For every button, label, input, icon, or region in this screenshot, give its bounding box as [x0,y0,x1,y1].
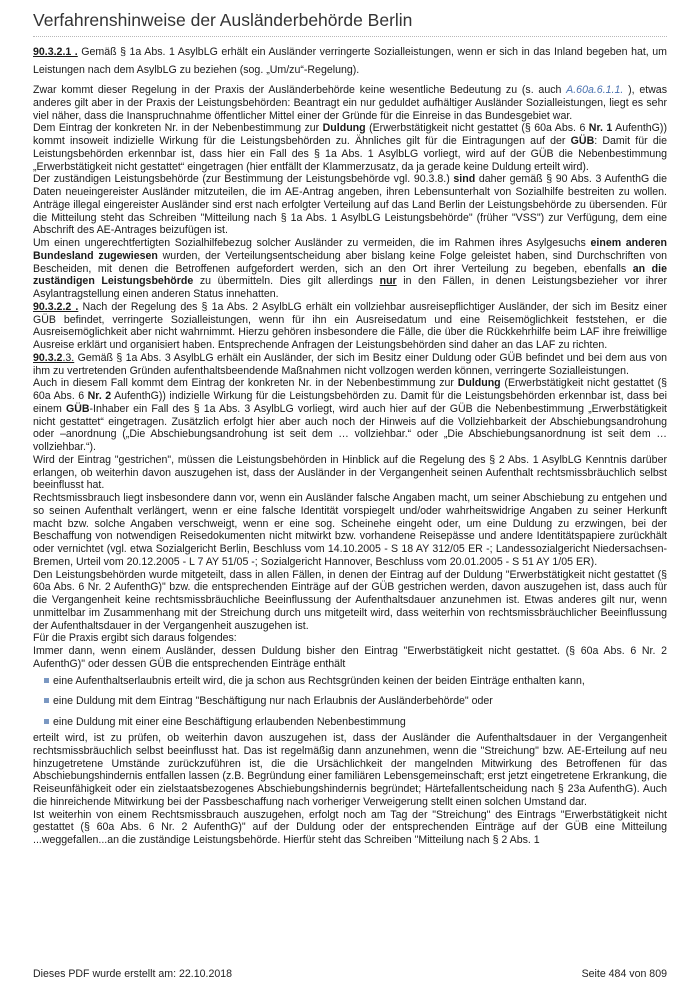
paragraph-text: daher gemäß § 90 Abs. 3 AufenthG die Daten neueingereister Ausländer mitzuteilen, die im AE-Antrag angeben, ihren Lebensunterhalt von Sozialhilfe bestreiten zu wollen. Anträge illegal eingereister Ausländer sind erst nach erfolgter Verteilung auf das Land Berlin der Leistungsbehörde zu übersenden. Für die Mitteilung steht das Schreiben "Mitteilung nach § 1a Abs. 1 AsylbLG Leistungsbehörde" (früher "VSS") zur Verfügung, dem eine Abschrift des AE-Antrages beizufügen ist. [33,173,667,237]
creation-date: Dieses PDF wurde erstellt am: 22.10.2018 [33,968,233,980]
bold-text: Nr. 2 [87,390,112,402]
bold-text: GÜB [570,135,595,147]
paragraph-text: AufenthG)) kommt insoweit indizielle Wirkung für die Leistungsbehörden zu. Ähnliches gilt für die Eintragungen auf der [33,122,667,147]
paragraph: Für die Praxis ergibt sich daraus folgendes: [33,632,237,645]
bold-text: an die zuständigen Leistungsbehörde [33,262,667,288]
square-bullet-icon [44,719,49,724]
page-footer [33,968,667,980]
list-item [33,671,667,692]
paragraph-text: Dem Eintrag der konkreten Nr. in der Nebenbestimmung zur [33,122,323,135]
paragraph [33,173,667,237]
paragraph: Rechtsmissbrauch liegt insbesondere dann vor, wenn ein Ausländer falsche Angaben macht, um seiner Abschiebung zu entgehen und so seinen Aufenthalt verlängert, wenn er eine falsche Identität vorspiegelt und/oder wahrheitswidrige Angaben zu seiner Herkunft macht bzw. solche Angaben verschweigt, wenn er eine sog. Scheinehe eingeht oder, um eine Duldung zu erzwingen, bei der Beschaffung von notwendigen Reisedokumenten nicht mitwirkt bzw. vorhandene Reisepässe und andere Identitätspapiere zurückhält oder vernichtet (vgl. etwa Sozialgericht Berlin, Beschluss vom 14.10.2005 - S 18 AY 312/05 ER -; Landessozialgericht Niedersachsen-Bremen, Urteil vom 20.12.2005 - L 7 AY 51/05 -; Sozialgericht Hannover, Beschluss vom 20.01.2005 - S 51 AY 1/05 ER). [33,492,667,568]
paragraph-text: Der zuständigen Leistungsbehörde (zur Bestimmung der Leistungsbehörde vgl. 90.3.8.) [33,173,454,186]
paragraph: Ist weiterhin von einem Rechtsmissbrauch auszugehen, erfolgt noch am Tag der "Streichung" des Eintrags "Erwerbstätigkeit nicht gestattet (§ 60a Abs. 6 Nr. 2 AufenthG)" auf der Duldung oder der entsprechenden Einträge auf der GÜB eine Mitteilung ...weggefallen...an die zuständige Leistungsbehörde. Hierfür steht das Schreiben "Mitteilung nach § 2 Abs. 1 [33,808,667,846]
paragraph: Den Leistungsbehörden wurde mitgeteilt, dass in allen Fällen, in denen der Eintrag auf der Duldung "Erwerbstätigkeit nicht gestattet (§ 60a Abs. 6 Nr. 2 AufenthG)" bzw. die entsprechenden Einträge auf der GÜB gestrichen werden, davon auszugehen ist, dass auch für die Vergangenheit keine rechtsmissbräuchliche Beeinflussung der Aufenthaltsdauer anzunehmen ist. Etwas anderes gilt nur, wenn unmittelbar im Zusammenhang mit der Streichung durch uns mitgeteilt wird, dass weiterhin von rechtsmissbräuchlicher Beeinflussung der Aufenthaltsdauer in der Vergangenheit auszugehen ist. [33,568,667,632]
bold-text: einem anderen Bundesland zugewiesen [33,237,667,262]
bullet-list [33,671,667,733]
paragraph-text: zu übermitteln. Dies gilt allerdings [193,275,380,288]
list-item [33,691,667,712]
section-ref: 90.3.2 [33,351,63,364]
paragraph-text: in den Fällen, in denen Leistungsbezieher vor ihrer Asylantragstellung einen anderen Status innehatten. [33,275,667,300]
paragraph [33,84,667,122]
paragraph [33,122,667,173]
paragraph-text: Gemäß § 1a Abs. 1 AsylbLG erhält ein Ausländer verringerte Sozialleistungen, wenn er sich in das Inland begeben hat, um Leistungen nach dem AsylbLG zu beziehen (sog. „Um/zu“-Regelung). [33,46,667,76]
paragraph-text: Um einen ungerechtfertigten Sozialhilfebezug solcher Ausländer zu vermeiden, die im Rahmen ihres Asylgesuchs [33,237,591,249]
list-item-text: eine Duldung mit dem Eintrag "Beschäftigung nur nach Erlaubnis der Ausländerbehörde" oder [53,695,493,707]
square-bullet-icon [44,678,49,683]
paragraph-text: Gemäß § 1a Abs. 3 AsylbLG erhält ein Ausländer, der sich im Besitz einer Duldung oder GÜB befindet und bei dem aus von ihm zu vertretenden Gründen aufenthaltsbeendende Maßnahmen nicht vollzogen werden können, verringerte Sozialleistungen. [33,351,667,377]
paragraph: Immer dann, wenn einem Ausländer, dessen Duldung bisher den Eintrag "Erwerbstätigkeit nicht gestattet. (§ 60a Abs. 6 Nr. 2 AufenthG)" oder dessen GÜB die entsprechenden Einträge enthält [33,645,667,670]
paragraph [33,237,667,301]
bold-text: GÜB [65,402,90,415]
section-90-3-2-3 [33,352,667,378]
bold-underlined-text: nur [379,275,397,288]
paragraph-text: (Erwerbstätigkeit nicht gestattet (§ 60a Abs. 6 [365,122,589,135]
page-title: Verfahrenshinweise der Ausländerbehörde Berlin [33,10,667,37]
section-ref: 90.3.2.2 . [33,300,79,313]
paragraph-text: (Erwerbstätigkeit nicht gestattet (§ 60a Abs. 6 [33,377,667,402]
bold-text: Duldung [322,122,366,135]
bold-text: sind [453,173,476,186]
square-bullet-icon [44,698,49,703]
paragraph-text: wurden, der Verteilungsentscheidung aber bislang keine Folge geleistet haben, sind Durchschriften von Bescheiden, mit denen die Betroffenen aufgefordert werden, sich an den Ort ihrer Verteilung zu begeben, ebenfalls [33,249,667,275]
paragraph-text: Auch in diesem Fall kommt dem Eintrag der konkreten Nr. in der Nebenbestimmung zur [33,377,458,390]
paragraph-text: Zwar kommt dieser Regelung in der Praxis der Ausländerbehörde keine wesentliche Bedeutung zu (s. auch [33,84,567,96]
page-number: Seite 484 von 809 [581,968,667,980]
bold-text: Nr. 1 [588,122,613,135]
section-ref-suffix: .3. [62,351,75,364]
list-item [33,712,667,733]
paragraph-text: : Damit für die Leistungsbehörden erkennbar ist, dass hier ein Fall des § 1a Abs. 1 AsylbLG vorliegt, wird auf der GÜB die Nebenbestimmung „Erwerbstätigkeit nicht gestattet“ eingetragen (hier entfällt der Klammerzusatz, da ja gerade keine Duldung erteilt wird). [33,135,667,173]
paragraph-text: -Inhaber ein Fall des § 1a Abs. 3 AsylbLG vorliegt, wird auch hier auf der GÜB die Nebenbestimmung „Erwerbstätigkeit nicht gestattet“ eingetragen. Zusätzlich erfolgt hier aber auch noch der Hinweis auf die Vollziehbarkeit der Abschiebungsandrohung oder –anordnung („Die Abschiebungsandrohung ist seit dem … vollziehbar.“ oder „Die Abschiebungsanordnung ist seit dem … vollziehbar.“). [33,402,668,453]
paragraph-text: ), etwas anderes gilt aber in der Praxis der Leistungsbehörden: Beantragt ein nur geduldet aufhältiger Ausländer Sozialleistungen, liegt es sehr viel näher, dass die Inanspruchnahme öffentlicher Mittel einer der Gründe für die Einreise in das Bundesgebiet war. [33,84,667,122]
section-90-3-2-1 [33,44,667,79]
cross-reference-link[interactable]: A.60a.6.1.1. [566,84,624,96]
list-item-text: eine Duldung mit einer eine Beschäftigung erlaubenden Nebenbestimmung [53,715,406,728]
paragraph-text: Nach der Regelung des § 1a Abs. 2 AsylbLG erhält ein vollziehbar ausreisepflichtiger Ausländer, der sich im Besitz einer GÜB befindet, verringerte Sozialleistungen, wenn für ihn ein Ausreisedatum und eine Reisemöglichkeit feststehen, er die Ausreisemöglichkeit aber nicht wahrnimmt. Hierzu gehören insbesondere die Fälle, die über die Rückkehrhilfe beim LAF ihre freiwillige Ausreise erklärt und organisiert haben. Entsprechende Anfragen der Leistungsbehörden sind daher an das LAF zu richten. [33,300,667,351]
section-ref: 90.3.2.1 . [33,46,78,58]
document-body [33,44,667,847]
paragraph: erteilt wird, ist zu prüfen, ob weiterhin davon auszugehen ist, dass der Ausländer die Aufenthaltsdauer in der Vergangenheit rechtsmissbräuchlich selbst beeinflusst hat. Das ist regelmäßig dann anzunehmen, wenn die "Streichung" bzw. AE-Erteilung auf neu hinzugetretene Umstände zurückzuführen ist, die die Ursächlichkeit der mangelnden Mitwirkung des Betroffenen für das Abschiebungshindernis entfallen lassen (z.B. Begründung einer familiären Lebensgemeinschaft; erst jetzt eingetretene Erkrankung, die Reiseunfähigkeit oder ein zielstaatsbezogenes Abschiebungshindernis begründet; Härtefallentscheidung nach § 23a AufenthG). Auch die hinreichende Mitwirkung bei der Passbeschaffung nach vorheriger Verweigerung stellt einen solchen Umstand dar. [33,732,667,808]
bold-text: Duldung [457,377,501,390]
paragraph: Wird der Eintrag "gestrichen", müssen die Leistungsbehörden in Hinblick auf die Regelung des § 2 Abs. 1 AsylbLG Kenntnis darüber erlangen, ob weiterhin davon auszugehen ist, dass der Ausländer in der Vergangenheit seinen Aufenthalt rechtsmissbräuchlich selbst beeinflusst hat. [33,453,667,492]
paragraph [33,377,667,454]
section-90-3-2-2 [33,301,667,352]
paragraph-text: AufenthG)) indizielle Wirkung für die Leistungsbehörden zu. Damit für die Leistungsbehörden erkennbar ist, dass bei einem [33,390,668,415]
list-item-text: eine Aufenthaltserlaubnis erteilt wird, die ja schon aus Rechtsgründen keinen der beiden Einträge enthalten kann, [53,674,585,687]
